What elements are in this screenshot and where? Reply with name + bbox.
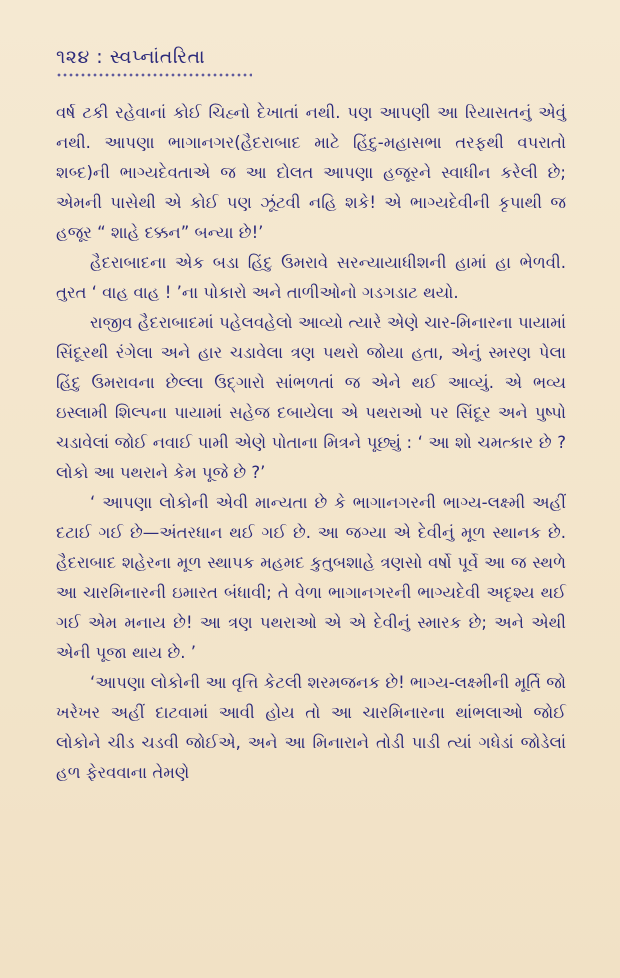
header-separator: : bbox=[96, 46, 104, 68]
paragraph-continued: વર્ષ ટકી રહેવાનાં કોઈ ચિહ્નો દેખાતાં નથી. પણ આપણી આ રિયાસતનું એવું નથી. આપણા ભાગાનગર(હૈદરાબાદ માટે હિંદુ-મહાસભા તરફથી વપરાતો શબ્દ)ની ભાગ્યદેવતાએ જ આ દોલત આપણા હજૂરને સ્વાધીન કરેલી છે; એમની પાસેથી એ કોઈ પણ ઝૂંટવી નહિ શકે! એ ભાગ્યદેવીની કૃપાથી જ હજૂર “ શાહે દક્કન” બન્યા છે!’ bbox=[56, 103, 566, 242]
running-title: સ્વપ્નાંતરિતા bbox=[109, 46, 206, 68]
page-number: ૧૨૪ bbox=[56, 46, 90, 68]
paragraph: ‘ આપણા લોકોની એવી માન્યતા છે કે ભાગાનગરની ભાગ્ય-લક્ષ્મી અહીં દટાઈ ગઈ છે—અંતરધાન થઈ ગઈ છે. આ જગ્યા એ દેવીનું મૂળ સ્થાનક છે. હૈદરાબાદ શહેરના મૂળ સ્થાપક મહમદ કુતુબશાહે ત્રણસો વર્ષો પૂર્વે આ જ સ્થળે આ ચારમિનારની ઇમારત બંધાવી; તે વેળા ભાગાનગરની ભાગ્યદેવી અદૃશ્ય થઈ ગઈ એમ મનાય છે! આ ત્રણ પથરાઓ એ એ દેવીનું સ્મારક છે; અને એથી એની પૂજા થાય છે. ’ bbox=[56, 493, 566, 662]
running-header bbox=[56, 46, 205, 68]
page-body bbox=[56, 98, 566, 788]
header-ornament-rule bbox=[56, 72, 252, 78]
paragraph: હૈદરાબાદના એક બડા હિંદુ ઉમરાવે સરન્યાયાધીશની હામાં હા ભેળવી. તુરત ‘ વાહ વાહ ! ’ના પોકારો અને તાળીઓનો ગડગડાટ થયો. bbox=[56, 253, 566, 302]
paragraph: રાજીવ હૈદરાબાદમાં પહેલવહેલો આવ્યો ત્યારે એણે ચાર-મિનારના પાયામાં સિંદૂરથી રંગેલા અને હાર ચડાવેલા ત્રણ પથરો જોયા હતા, એનું સ્મરણ પેલા હિંદુ ઉમરાવના છેલ્લા ઉદ્ગારો સાંભળતાં જ એને થઈ આવ્યું. એ ભવ્ય ઇસ્લામી શિલ્પના પાયામાં સહેજ દબાયેલા એ પથરાઓ પર સિંદૂર અને પુષ્પો ચડાવેલાં જોઈ નવાઈ પામી એણે પોતાના મિત્રને પૂછ્યું : ‘ આ શો ચમત્કાર છે ? લોકો આ પથરાને કેમ પૂજે છે ?’ bbox=[56, 313, 566, 482]
paragraph: ‘આપણા લોકોની આ વૃત્તિ કેટલી શરમજનક છે! ભાગ્ય-લક્ષ્મીની મૂર્તિ જો ખરેખર અહીં દાટવામાં આવી હોય તો આ ચારમિનારના થાંભલાઓ જોઈ લોકોને ચીડ ચડવી જોઈએ, અને આ મિનારાને તોડી પાડી ત્યાં ગધેડાં જોડેલાં હળ ફેરવવાના તેમણે bbox=[56, 673, 566, 782]
